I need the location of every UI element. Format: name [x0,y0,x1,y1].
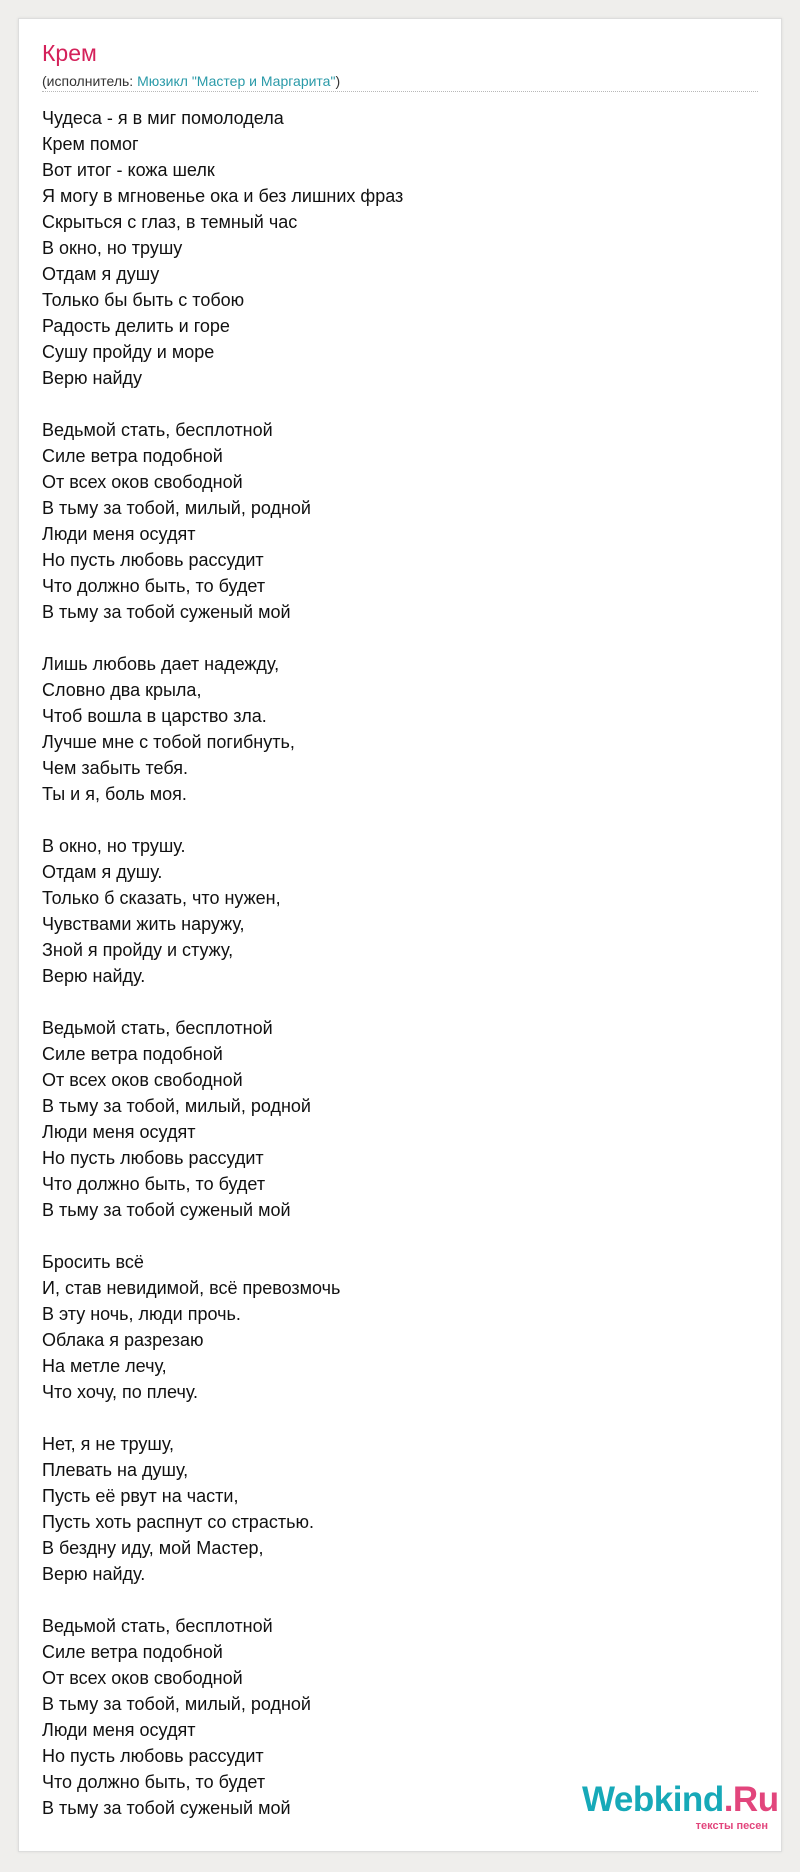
lyric-line: От всех оков свободной [42,1668,243,1688]
lyric-line: Отдам я душу. [42,862,163,882]
lyric-line: От всех оков свободной [42,1070,243,1090]
stanza-gap [42,807,403,833]
song-title: Крем [42,40,97,66]
lyric-line: Чтоб вошла в царство зла. [42,706,267,726]
stanza-gap [42,989,403,1015]
webkind-logo[interactable] [582,1780,779,1836]
lyric-line: Ведьмой стать, бесплотной [42,420,273,440]
lyric-line: В окно, но трушу [42,238,183,258]
lyric-line: На метле лечу, [42,1356,167,1376]
lyric-line: Отдам я душу [42,264,160,284]
lyric-line: Силе ветра подобной [42,446,223,466]
lyric-line: Бросить всё [42,1252,144,1272]
lyric-line: Зной я пройду и стужу, [42,940,234,960]
lyric-line: Ведьмой стать, бесплотной [42,1018,273,1038]
lyric-line: Облака я разрезаю [42,1330,204,1350]
lyric-line: В тьму за тобой суженый мой [42,1200,291,1220]
lyric-line: Чудеса - я в миг помолодела [42,108,284,128]
lyric-line: Только б сказать, что нужен, [42,888,281,908]
lyric-line: Плевать на душу, [42,1460,189,1480]
lyric-line: Но пусть любовь рассудит [42,1746,264,1766]
lyric-line: Нет, я не трушу, [42,1434,175,1454]
lyric-line: Чувствами жить наружу, [42,914,245,934]
lyric-line: От всех оков свободной [42,472,243,492]
lyric-line: Верю найду. [42,1564,146,1584]
lyric-line: В тьму за тобой суженый мой [42,602,291,622]
lyric-line: Пусть хоть распнут со страстью. [42,1512,314,1532]
logo-wordmark [582,1780,779,1820]
lyric-line: Люди меня осудят [42,524,196,544]
logo-main-text: Webkind [582,1780,724,1819]
lyric-line: Чем забыть тебя. [42,758,189,778]
artist-prefix: (исполнитель: [42,73,138,89]
lyric-line: В бездну иду, мой Мастер, [42,1538,264,1558]
lyric-line: В тьму за тобой, милый, родной [42,498,311,518]
lyric-line: Что должно быть, то будет [42,1772,266,1792]
lyric-line: Что должно быть, то будет [42,1174,266,1194]
lyric-line: В тьму за тобой, милый, родной [42,1096,311,1116]
lyric-line: Сушу пройду и море [42,342,215,362]
lyric-line: В тьму за тобой суженый мой [42,1798,291,1818]
lyric-line: Силе ветра подобной [42,1642,223,1662]
lyric-line: В тьму за тобой, милый, родной [42,1694,311,1714]
stanza-gap [42,1587,403,1613]
lyric-line: Лишь любовь дает надежду, [42,654,280,674]
logo-tagline: тексты песен [695,1820,768,1832]
lyric-line: Радость делить и горе [42,316,230,336]
lyric-line: Верю найду. [42,966,146,986]
lyric-line: Крем помог [42,134,139,154]
lyric-line: Ты и я, боль моя. [42,784,187,804]
lyric-line: Что должно быть, то будет [42,576,266,596]
lyric-line: Я могу в мгновенье ока и без лишних фраз [42,186,404,206]
lyrics-body [42,105,403,1821]
title-divider [42,91,758,92]
artist-line [42,73,340,89]
lyric-line: Верю найду [42,368,143,388]
lyric-line: Только бы быть с тобою [42,290,245,310]
lyric-line: Но пусть любовь рассудит [42,1148,264,1168]
lyric-line: Пусть её рвут на части, [42,1486,239,1506]
stanza-gap [42,391,403,417]
stanza-gap [42,1223,403,1249]
stanza-gap [42,625,403,651]
lyric-line: Словно два крыла, [42,680,202,700]
logo-ru-text: .Ru [723,1780,779,1819]
lyric-line: В эту ночь, люди прочь. [42,1304,241,1324]
artist-suffix: ) [335,73,341,89]
lyric-line: Силе ветра подобной [42,1044,223,1064]
stanza-gap [42,1405,403,1431]
lyric-line: Но пусть любовь рассудит [42,550,264,570]
lyric-line: Вот итог - кожа шелк [42,160,215,180]
lyric-line: И, став невидимой, всё превозмочь [42,1278,341,1298]
lyric-line: В окно, но трушу. [42,836,186,856]
lyric-line: Ведьмой стать, бесплотной [42,1616,273,1636]
lyric-line: Что хочу, по плечу. [42,1382,199,1402]
artist-link[interactable]: Мюзикл "Мастер и Маргарита" [137,73,336,89]
lyric-line: Люди меня осудят [42,1122,196,1142]
lyric-line: Лучше мне с тобой погибнуть, [42,732,295,752]
lyric-line: Скрыться с глаз, в темный час [42,212,298,232]
lyric-line: Люди меня осудят [42,1720,196,1740]
